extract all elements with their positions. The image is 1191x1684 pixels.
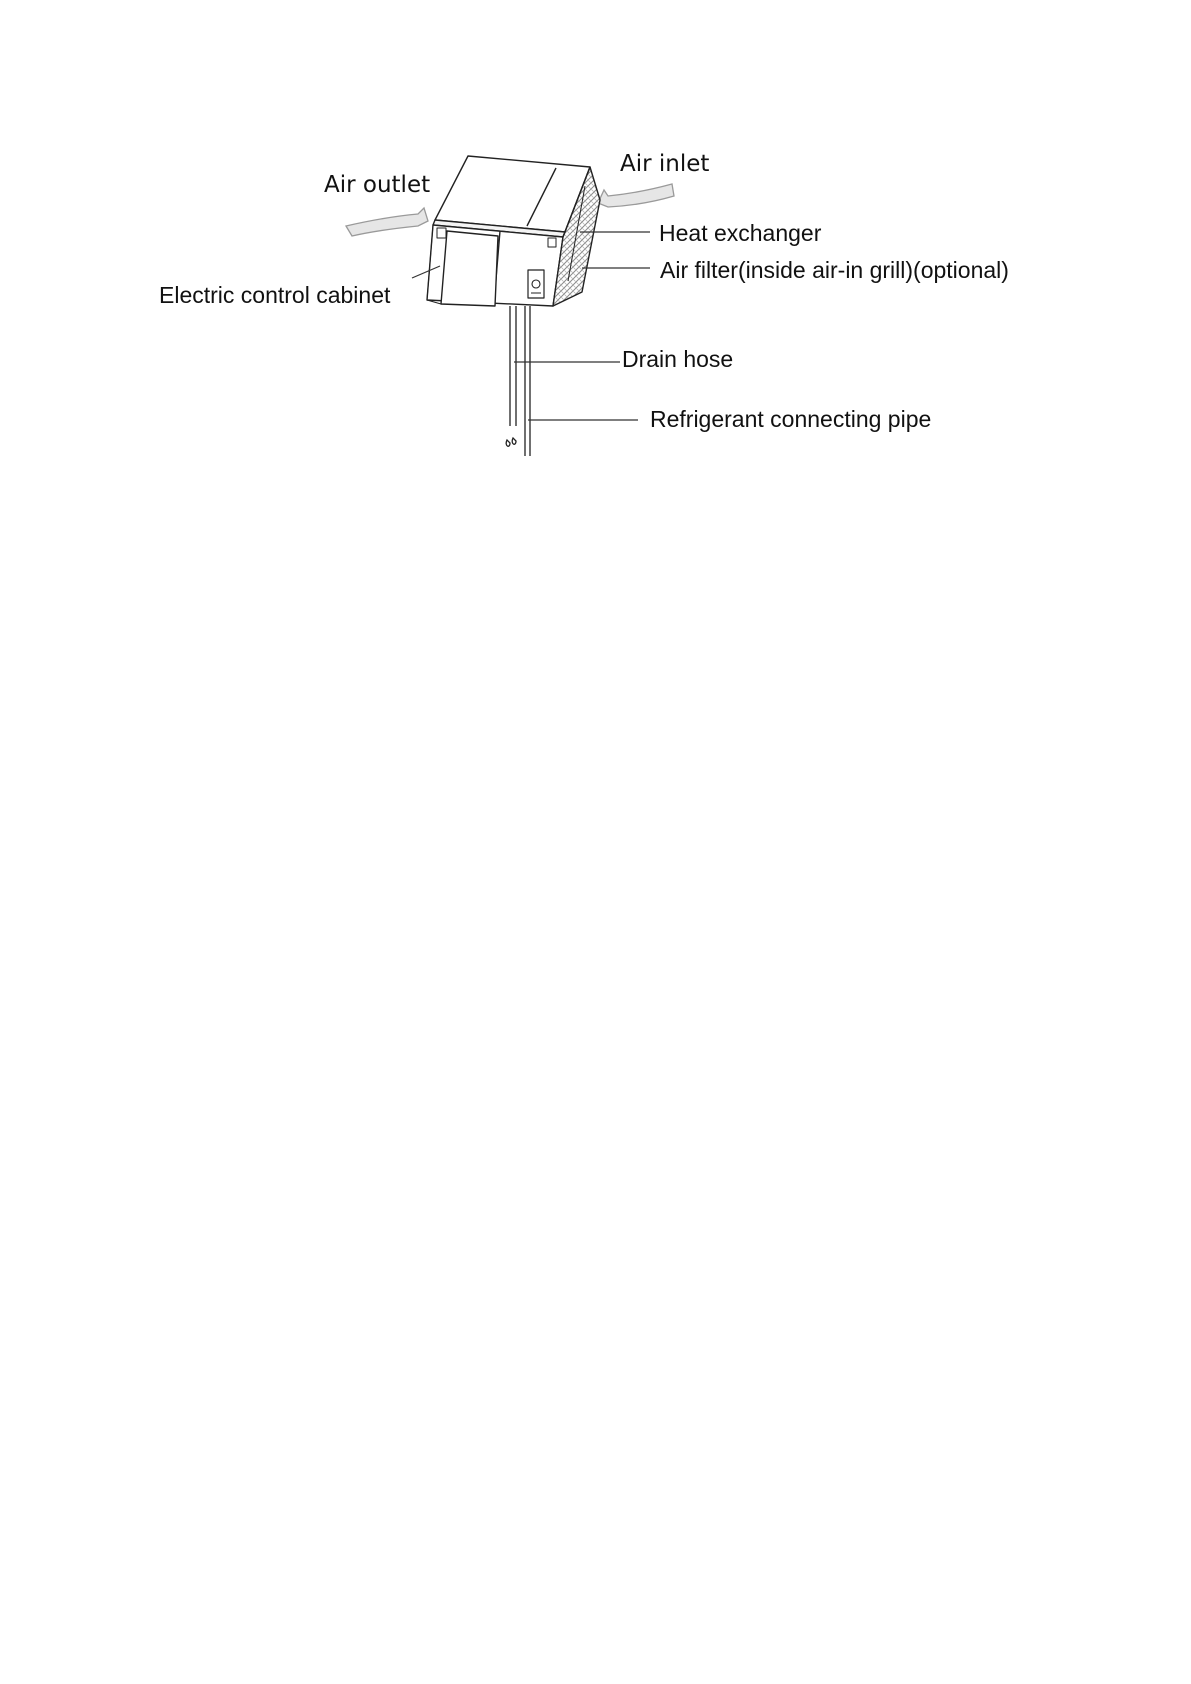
air-inlet-arrow xyxy=(598,184,674,207)
drain-hose xyxy=(506,306,516,446)
duct-unit-body xyxy=(427,156,600,306)
refrigerant-pipe xyxy=(525,306,530,456)
heat-exchanger-label: Heat exchanger xyxy=(659,220,822,246)
air-outlet-label: Air outlet xyxy=(324,172,431,198)
electric-control-cabinet-label: Electric control cabinet xyxy=(159,282,391,308)
air-filter-label: Air filter(inside air-in grill)(optional) xyxy=(660,257,1009,283)
air-inlet-label: Air inlet xyxy=(620,151,710,177)
drain-hose-label: Drain hose xyxy=(622,346,734,372)
refrigerant-pipe-label: Refrigerant connecting pipe xyxy=(650,406,932,432)
air-outlet-arrow xyxy=(346,208,428,236)
